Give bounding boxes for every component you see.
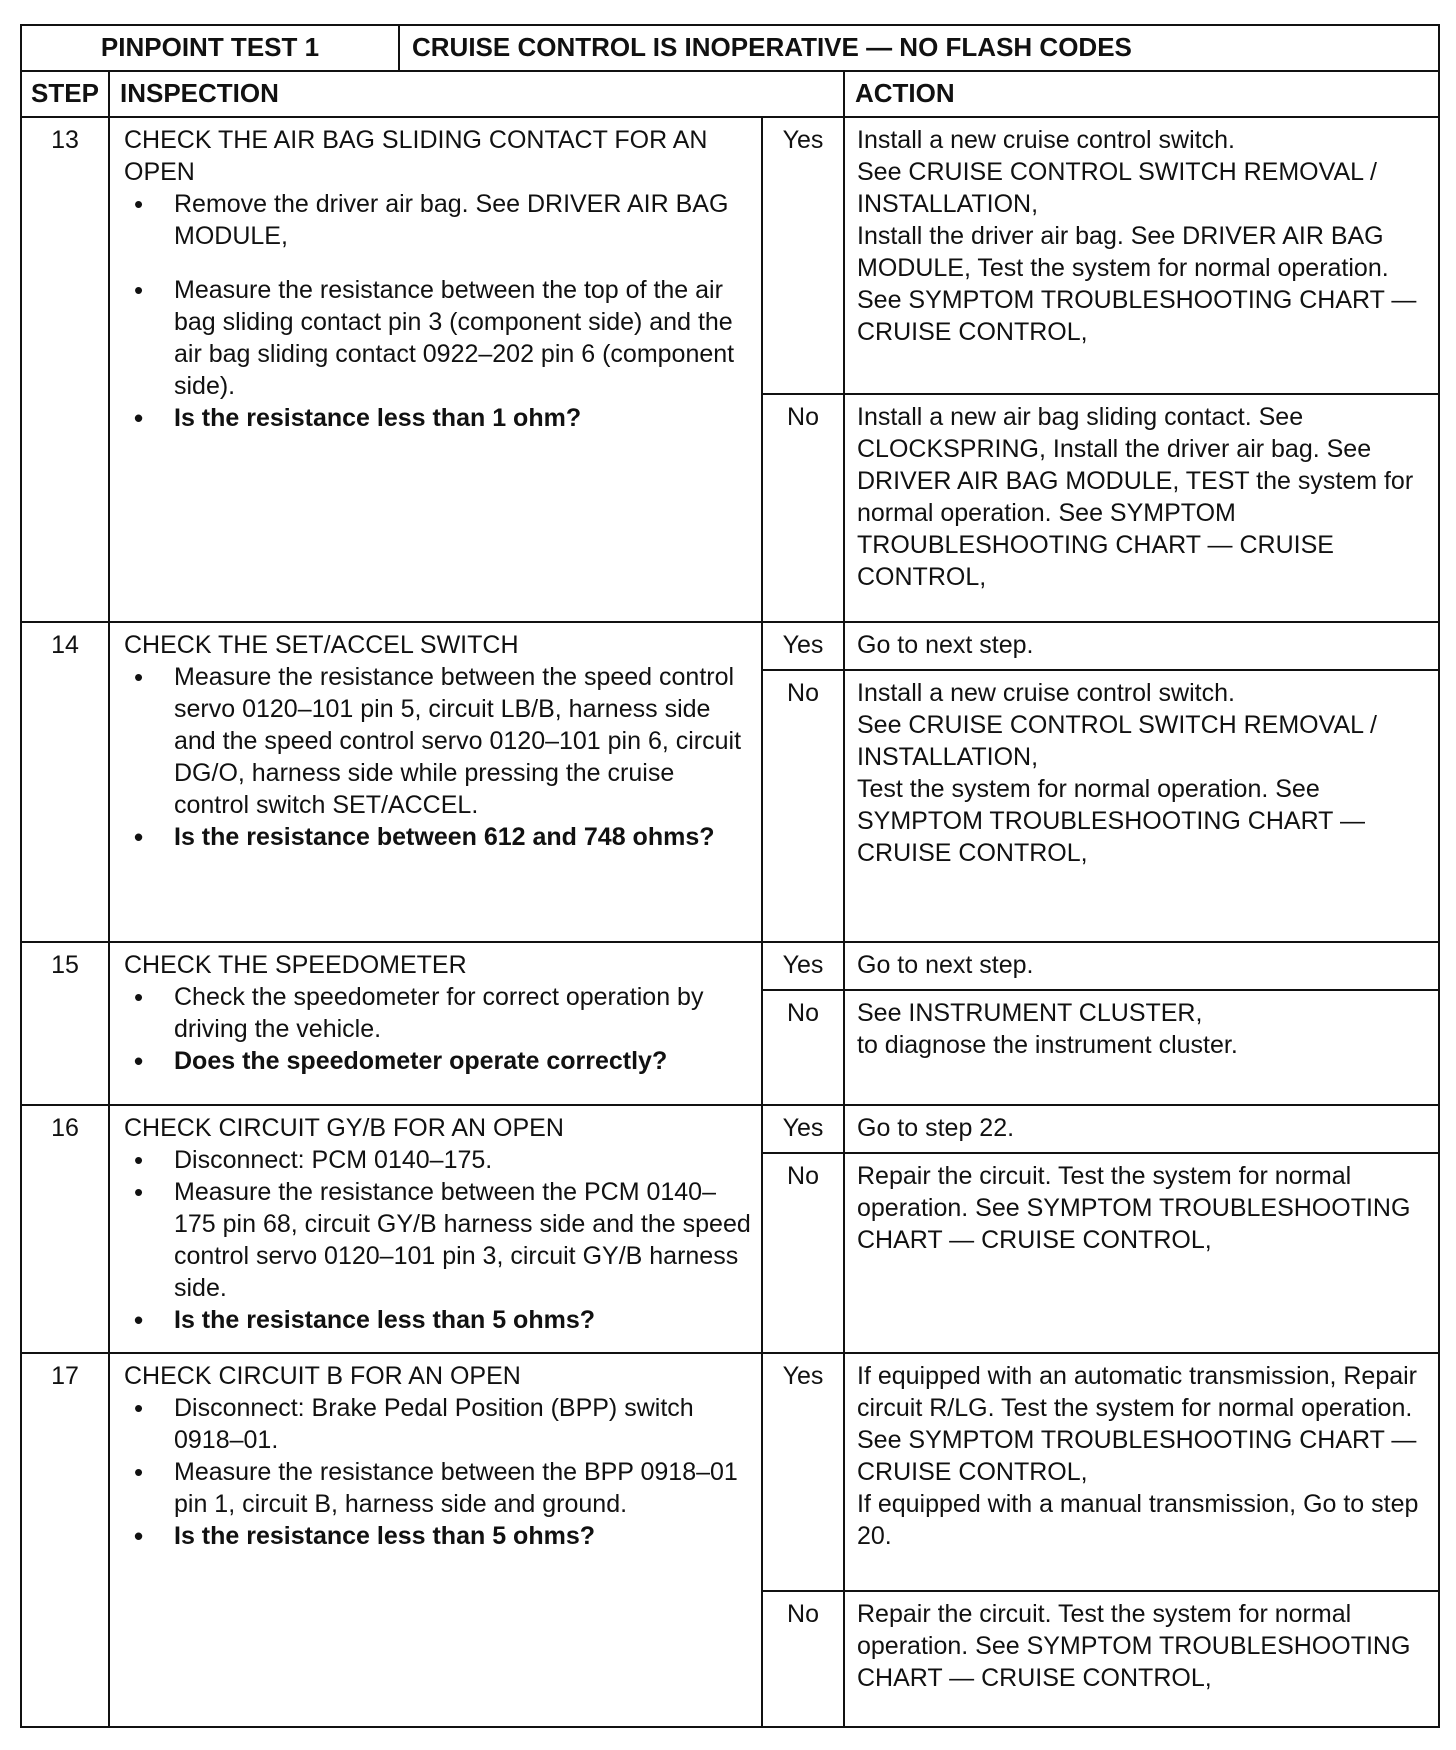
inspection-heading: CHECK THE AIR BAG SLIDING CONTACT FOR AN OPEN [124, 126, 708, 186]
inspection-bullets [124, 1144, 751, 1336]
step-number: 17 [21, 1353, 109, 1727]
no-action: Repair the circuit. Test the system for normal operation. See SYMPTOM TROUBLESHOOTING CHART — CRUISE CONTROL, [844, 1591, 1439, 1727]
step-row-yes [21, 942, 1439, 990]
no-label: No [762, 1153, 844, 1353]
inspection-bullet: • Measure the resistance between the PCM 0140–175 pin 68, circuit GY/B harness side and the speed control servo 0120–101 pin 3, circuit GY/B harness side. [134, 1176, 751, 1304]
inspection-question: • Is the resistance less than 1 ohm? [134, 402, 751, 434]
inspection-bullet: • Measure the resistance between the BPP 0918–01 pin 1, circuit B, harness side and ground. [134, 1456, 751, 1520]
inspection-cell [109, 622, 762, 942]
inspection-bullets [124, 981, 751, 1077]
no-action: Install a new cruise control switch. See CRUISE CONTROL SWITCH REMOVAL / INSTALLATION, Test the system for normal operation. See SYMPTOM TROUBLESHOOTING CHART — CRUISE CONTROL, [844, 670, 1439, 942]
inspection-bullet: • Check the speedometer for correct operation by driving the vehicle. [134, 981, 751, 1045]
no-label: No [762, 670, 844, 942]
yes-action: If equipped with an automatic transmission, Repair circuit R/LG. Test the system for normal operation. See SYMPTOM TROUBLESHOOTING CHART — CRUISE CONTROL, If equipped with a manual transmission, Go to step 20. [844, 1353, 1439, 1591]
yes-action: Go to step 22. [844, 1105, 1439, 1153]
inspection-bullet: • Remove the driver air bag. See DRIVER AIR BAG MODULE, [134, 188, 751, 252]
inspection-cell [109, 942, 762, 1105]
yes-label: Yes [762, 117, 844, 394]
inspection-heading: CHECK CIRCUIT B FOR AN OPEN [124, 1362, 521, 1390]
inspection-bullet: • Disconnect: Brake Pedal Position (BPP) switch 0918–01. [134, 1392, 751, 1456]
column-header-row [21, 71, 1439, 117]
step-number: 15 [21, 942, 109, 1105]
step-row-yes [21, 1353, 1439, 1591]
inspection-heading: CHECK CIRCUIT GY/B FOR AN OPEN [124, 1114, 564, 1142]
inspection-bullets [124, 661, 751, 853]
test-title: CRUISE CONTROL IS INOPERATIVE — NO FLASH CODES [399, 25, 1439, 71]
yes-action: Go to next step. [844, 622, 1439, 670]
pinpoint-test-table [20, 24, 1440, 1728]
inspection-question: • Is the resistance less than 5 ohms? [134, 1304, 751, 1336]
inspection-heading: CHECK THE SPEEDOMETER [124, 951, 467, 979]
column-header-step: STEP [21, 71, 109, 117]
inspection-question: • Does the speedometer operate correctly? [134, 1045, 751, 1077]
step-row-yes [21, 1105, 1439, 1153]
step-row-yes [21, 117, 1439, 394]
inspection-bullet: • Disconnect: PCM 0140–175. [134, 1144, 751, 1176]
inspection-bullet: • Measure the resistance between the top of the air bag sliding contact pin 3 (component side) and the air bag sliding contact 0922–202 pin 6 (component side). [134, 274, 751, 402]
inspection-cell [109, 1105, 762, 1353]
step-number: 16 [21, 1105, 109, 1353]
inspection-cell [109, 117, 762, 622]
yes-action: Install a new cruise control switch. See CRUISE CONTROL SWITCH REMOVAL / INSTALLATION, Install the driver air bag. See DRIVER AIR BAG MODULE, Test the system for normal operation. See SYMPTOM TROUBLESHOOTING CHART — CRUISE CONTROL, [844, 117, 1439, 394]
pinpoint-test-page [20, 24, 1438, 1728]
yes-label: Yes [762, 622, 844, 670]
yes-label: Yes [762, 942, 844, 990]
no-label: No [762, 990, 844, 1105]
inspection-bullets [124, 1392, 751, 1552]
column-header-inspection: INSPECTION [109, 71, 844, 117]
no-label: No [762, 1591, 844, 1727]
column-header-action: ACTION [844, 71, 1439, 117]
steps-body [21, 117, 1439, 1727]
yes-label: Yes [762, 1353, 844, 1591]
inspection-bullet: • Measure the resistance between the speed control servo 0120–101 pin 5, circuit LB/B, harness side and the speed control servo 0120–101 pin 6, circuit DG/O, harness side while pressing the cruise control switch SET/ACCEL. [134, 661, 751, 821]
step-number: 13 [21, 117, 109, 622]
test-label: PINPOINT TEST 1 [21, 25, 399, 71]
yes-action: Go to next step. [844, 942, 1439, 990]
inspection-cell [109, 1353, 762, 1727]
step-row-yes [21, 622, 1439, 670]
no-action: See INSTRUMENT CLUSTER, to diagnose the instrument cluster. [844, 990, 1439, 1105]
no-label: No [762, 394, 844, 622]
inspection-question: • Is the resistance less than 5 ohms? [134, 1520, 751, 1552]
inspection-heading: CHECK THE SET/ACCEL SWITCH [124, 631, 519, 659]
inspection-question: • Is the resistance between 612 and 748 ohms? [134, 821, 751, 853]
test-header-row [21, 25, 1439, 71]
no-action: Repair the circuit. Test the system for normal operation. See SYMPTOM TROUBLESHOOTING CHART — CRUISE CONTROL, [844, 1153, 1439, 1353]
step-number: 14 [21, 622, 109, 942]
no-action: Install a new air bag sliding contact. See CLOCKSPRING, Install the driver air bag. See DRIVER AIR BAG MODULE, TEST the system for normal operation. See SYMPTOM TROUBLESHOOTING CHART — CRUISE CONTROL, [844, 394, 1439, 622]
yes-label: Yes [762, 1105, 844, 1153]
inspection-bullets [124, 188, 751, 434]
